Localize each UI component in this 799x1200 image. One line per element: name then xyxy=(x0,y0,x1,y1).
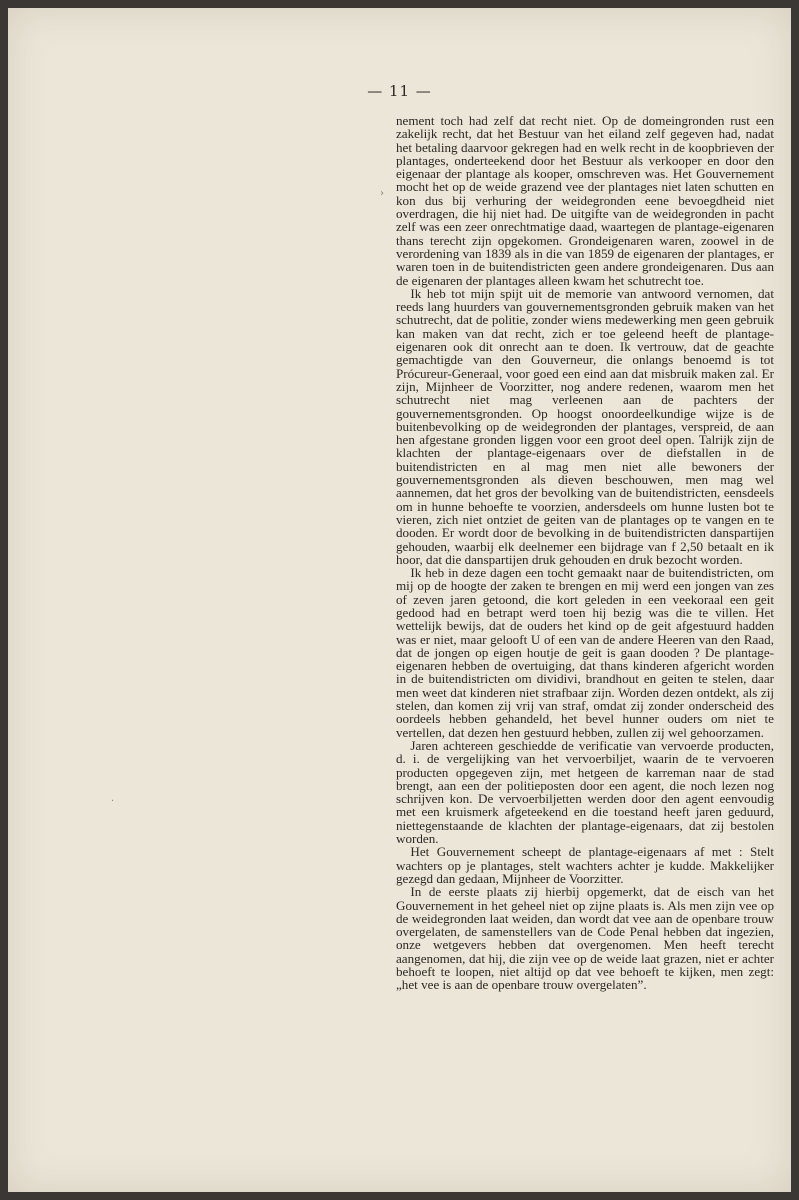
page-number: — 11 — xyxy=(367,82,432,100)
paragraph: Ik heb tot mijn spijt uit de memorie van antwoord vernomen, dat reeds lang huurders van gouvernementsgronden gebruik maken van het schutrecht, dat de politie, zonder wiens medewerking men geen gebruik kan maken van dat recht, zich er toe geleend heeft de plantage-eigenaren ook dit onrecht aan te doen. Ik vertrouw, dat de geachte gemachtigde van den Gouverneur, die onlangs benoemd is tot Prócureur-Generaal, voor goed een eind aan dat misbruik maken zal. Er zijn, Mijnheer de Voorzitter, nog andere redenen, waarom men het schutrecht niet mag verleenen aan de pachters der gouvernementsgronden. Op hoogst onoordeelkundige wijze is de buitenbevolking op de weidegronden der plantages, verspreid, de aan hen afgestane gronden liggen voor een groot deel open. Talrijk zijn de klachten der plantage-eigenaars over de diefstallen in de buitendistricten en al mag men niet alle bewoners der gouvernementsgronden als dieven beschouwen, men mag wel aannemen, dat het gros der bevolking van de buitendistricten, eensdeels om in hunne behoefte te voorzien, andersdeels om hunne lusten bot te vieren, zich niet ontziet de geiten van de plantages op te vangen en te dooden. Er wordt door de bevolking in de buitendistricten danspartijen gehouden, waarbij elk deelnemer een bijdrage van f 2,50 betaalt en ik hoor, dat die danspartijen druk gehouden en druk bezocht worden. xyxy=(396,285,774,567)
margin-mark: · xyxy=(111,796,115,807)
paragraph: In de eerste plaats zij hierbij opgemerkt, dat de eisch van het Gouvernement in het geheel niet op zijne plaats is. Als men zijn vee op de weidegronden laat weiden, dan wordt dat vee aan de openbare trouw overgelaten, de samenstellers van de Code Penal hebben dat ingezien, onze wetgevers hebben dat overgenomen. Men heeft terecht aangenomen, dat hij, die zijn vee op de weide laat grazen, niet er achter behoeft te loopen, niet altijd op dat vee behoeft te kijken, men zegt: „het vee is aan de openbare trouw overgelaten”. xyxy=(396,884,774,993)
paragraph: Jaren achtereen geschiedde de verificatie van vervoerde producten, d. i. de vergelijking van het vervoerbiljet, waarin de te vervoeren producten opgegeven zijn, met hetgeen de karreman naar de stad brengt, aan een der politieposten door een agent, die noch lezen nog schrijven kon. De vervoerbiljetten werden door den agent eenvoudig met een kruismerk afgeteekend en die toestand heeft jaren geduurd, niettegenstaande de klachten der plantage-eigenaars, dat zij bestolen worden. xyxy=(396,737,774,847)
body-text xyxy=(396,114,774,992)
book-page xyxy=(8,8,791,1192)
paragraph: Het Gouvernement scheept de plantage-eigenaars af met : Stelt wachters op je plantages, stelt wachters achter je kudde. Makkelijker gezegd dan gedaan, Mijnheer de Voorzitter. xyxy=(396,844,774,886)
paragraph: Ik heb in deze dagen een tocht gemaakt naar de buitendistricten, om mij op de hoogte der zaken te brengen en mij werd een jongen van zes of zeven jaren getoond, die kort geleden in een veekoraal een geit gedood had en betrapt werd toen hij bezig was die te villen. Het wettelijk bewijs, dat de ouders het kind op de geit afgestuurd hadden was er niet, maar gelooft U of een van de andere Heeren van den Raad, dat de jongen op eigen houtje de geit is gaan dooden ? De plantage-eigenaren hebben de overtuiging, dat thans kinderen afgericht worden in de buitendistricten om dividivi, brandhout en geiten te stelen, daar men weet dat kinderen niet strafbaar zijn. Worden dezen ontdekt, als zij stelen, dan komen zij vrij van straf, omdat zij zonder onderscheid des oordeels hebben gehandeld, het bevel hunner ouders om niet te vertellen, dat dezen hen gestuurd hebben, zullen zij wel gehoorzamen. xyxy=(396,565,774,740)
paragraph: nement toch had zelf dat recht niet. Op de domeingronden rust een zakelijk recht, dat het Bestuur van het eiland zelf gegeven had, nadat het betaling daarvoor gekregen had en welk recht in de koopbrieven der plantages, onderteekend door het Bestuur als verkooper en door den eigenaar der plantage als kooper, omschreven was. Het Gouvernement mocht het op de weide grazend vee der plantages niet laten schutten en kon dus bij verhuring der weidegronden eene bevoegdheid niet overdragen, die hij niet had. De uitgifte van de weidegronden in pacht zelf was een zeer onrechtmatige daad, waartegen de plantage-eigenaren thans terecht zijn opgekomen. Grondeigenaren waren, zoowel in de verordening van 1839 als in die van 1859 de eigenaren der plantages, er waren toen in de buitendistricten geen andere grondeigenaren. Dus aan de eigenaren der plantages alleen kwam het schutrecht toe. xyxy=(396,113,774,288)
margin-mark: › xyxy=(380,188,384,199)
